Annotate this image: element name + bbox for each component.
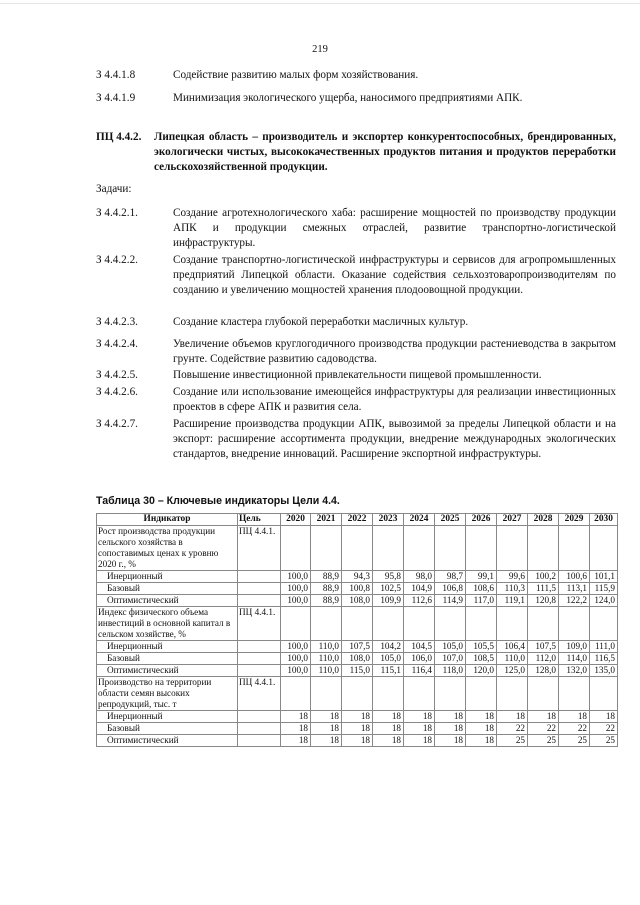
task-item (96, 337, 616, 367)
value-cell: 106,8 (435, 583, 466, 595)
value-cell: 110,3 (497, 583, 528, 595)
value-cell: 111,5 (528, 583, 559, 595)
empty-cell (311, 677, 342, 711)
value-cell: 110,0 (311, 653, 342, 665)
task-text: Создание транспортно-логистической инфраструктуры и сервисов для агропромышленных предприятий Липецкой области. Оказание содействия сельхозтоваропроизводителям по созданию и увеличению мощностей хранения плодоовощной продукции. (173, 254, 616, 296)
value-cell: 118,0 (435, 665, 466, 677)
col-header: Цель (238, 514, 281, 526)
value-cell: 18 (373, 711, 404, 723)
empty-cell (373, 607, 404, 641)
value-cell: 18 (281, 711, 311, 723)
value-cell: 107,5 (528, 641, 559, 653)
empty-cell (404, 526, 435, 571)
value-cell: 25 (590, 735, 618, 747)
value-cell: 18 (311, 735, 342, 747)
task-code: З 4.4.2.2. (96, 254, 138, 266)
indicator-name: Индекс физического объема инвестиций в основной капитал в сельском хозяйстве, % (97, 607, 238, 641)
value-cell: 100,2 (528, 571, 559, 583)
task-text: Повышение инвестиционной привлекательности пищевой промышленности. (173, 369, 542, 381)
empty-cell (238, 665, 281, 677)
value-cell: 18 (342, 723, 373, 735)
scenario-name: Базовый (97, 583, 238, 595)
empty-cell (559, 677, 590, 711)
task-item (96, 206, 616, 251)
scenario-name: Оптимистический (97, 595, 238, 607)
empty-cell (497, 607, 528, 641)
value-cell: 18 (404, 735, 435, 747)
value-cell: 106,4 (497, 641, 528, 653)
value-cell: 25 (528, 735, 559, 747)
value-cell: 117,0 (466, 595, 497, 607)
empty-cell (590, 607, 618, 641)
scenario-name: Инерционный (97, 711, 238, 723)
empty-cell (404, 677, 435, 711)
table-row (97, 723, 618, 735)
task-text: Создание кластера глубокой переработки масличных культур. (173, 316, 469, 328)
table-row (97, 641, 618, 653)
value-cell: 108,6 (466, 583, 497, 595)
value-cell: 101,1 (590, 571, 618, 583)
empty-cell (281, 526, 311, 571)
value-cell: 22 (528, 723, 559, 735)
task-text: Минимизация экологического ущерба, наносимого предприятиями АПК. (173, 92, 523, 104)
empty-cell (559, 607, 590, 641)
value-cell: 100,0 (281, 665, 311, 677)
value-cell: 116,5 (590, 653, 618, 665)
empty-cell (281, 677, 311, 711)
value-cell: 107,0 (435, 653, 466, 665)
col-header: 2029 (559, 514, 590, 526)
task-code: З 4.4.2.6. (96, 386, 138, 398)
value-cell: 88,9 (311, 595, 342, 607)
value-cell: 100,0 (281, 641, 311, 653)
col-header: 2028 (528, 514, 559, 526)
indicator-header-row (97, 526, 618, 571)
value-cell: 100,0 (281, 571, 311, 583)
indicator-goal: ПЦ 4.4.1. (238, 677, 281, 711)
empty-cell (238, 571, 281, 583)
value-cell: 106,0 (404, 653, 435, 665)
value-cell: 112,0 (528, 653, 559, 665)
value-cell: 110,0 (497, 653, 528, 665)
table-header-row (97, 514, 618, 526)
task-text: Увеличение объемов круглогодичного производства продукции растениеводства в закрытом грунте. Содействие развитию садоводства. (173, 338, 616, 365)
indicators-table (96, 513, 618, 747)
value-cell: 114,9 (435, 595, 466, 607)
value-cell: 22 (497, 723, 528, 735)
value-cell: 18 (311, 723, 342, 735)
empty-cell (281, 607, 311, 641)
scenario-name: Оптимистический (97, 735, 238, 747)
scenario-name: Инерционный (97, 571, 238, 583)
empty-cell (435, 607, 466, 641)
col-header: 2030 (590, 514, 618, 526)
table-row (97, 571, 618, 583)
value-cell: 99,1 (466, 571, 497, 583)
value-cell: 25 (497, 735, 528, 747)
value-cell: 102,5 (373, 583, 404, 595)
value-cell: 120,8 (528, 595, 559, 607)
value-cell: 108,0 (342, 595, 373, 607)
priority-goal (96, 130, 616, 175)
priority-goal-text: Липецкая область – производитель и экспортер конкурентоспособных, брендированных, экологически чистых, высококачественных продуктов питания и продуктов переработки сельскохозяйственной продукции. (154, 131, 616, 173)
scenario-name: Инерционный (97, 641, 238, 653)
value-cell: 109,0 (559, 641, 590, 653)
empty-cell (238, 735, 281, 747)
indicator-header-row (97, 677, 618, 711)
task-code: З 4.4.1.9 (96, 92, 136, 104)
value-cell: 114,0 (559, 653, 590, 665)
value-cell: 135,0 (590, 665, 618, 677)
value-cell: 108,5 (466, 653, 497, 665)
value-cell: 107,5 (342, 641, 373, 653)
value-cell: 94,3 (342, 571, 373, 583)
value-cell: 18 (342, 735, 373, 747)
value-cell: 99,6 (497, 571, 528, 583)
task-code: З 4.4.2.4. (96, 338, 138, 350)
table-caption: Таблица 30 – Ключевые индикаторы Цели 4.4. (96, 495, 340, 507)
page-number: 219 (312, 44, 328, 55)
value-cell: 111,0 (590, 641, 618, 653)
scenario-name: Оптимистический (97, 665, 238, 677)
table-row (97, 653, 618, 665)
value-cell: 88,9 (311, 583, 342, 595)
value-cell: 104,5 (404, 641, 435, 653)
empty-cell (466, 677, 497, 711)
task-item (96, 385, 616, 415)
col-header: 2024 (404, 514, 435, 526)
value-cell: 108,0 (342, 653, 373, 665)
task-text: Расширение производства продукции АПК, вывозимой за пределы Липецкой области и на экспорт: расширение ассортимента продукции, внедрение международных экологических стандартов, внедрение инноваций. Расширение экспортной инфраструктуры. (173, 418, 616, 460)
scenario-name: Базовый (97, 723, 238, 735)
value-cell: 109,9 (373, 595, 404, 607)
empty-cell (311, 526, 342, 571)
col-header: 2022 (342, 514, 373, 526)
value-cell: 18 (373, 735, 404, 747)
empty-cell (497, 677, 528, 711)
task-text: Создание или использование имеющейся инфраструктуры для реализации инвестиционных проектов в сфере АПК и развития села. (173, 386, 616, 413)
task-code: З 4.4.2.7. (96, 418, 138, 430)
table-row (97, 735, 618, 747)
value-cell: 110,0 (311, 641, 342, 653)
value-cell: 104,9 (404, 583, 435, 595)
table-row (97, 665, 618, 677)
value-cell: 122,2 (559, 595, 590, 607)
value-cell: 104,2 (373, 641, 404, 653)
value-cell: 113,1 (559, 583, 590, 595)
task-item (96, 315, 616, 330)
value-cell: 98,7 (435, 571, 466, 583)
value-cell: 25 (559, 735, 590, 747)
value-cell: 88,9 (311, 571, 342, 583)
value-cell: 119,1 (497, 595, 528, 607)
indicator-name: Рост производства продукции сельского хозяйства в сопоставимых ценах к уровню 2020 г., % (97, 526, 238, 571)
col-header: 2023 (373, 514, 404, 526)
value-cell: 18 (466, 723, 497, 735)
empty-cell (435, 526, 466, 571)
value-cell: 98,0 (404, 571, 435, 583)
value-cell: 105,5 (466, 641, 497, 653)
top-border-line (0, 3, 640, 4)
indicator-name: Производство на территории области семян высоких репродукций, тыс. т (97, 677, 238, 711)
value-cell: 125,0 (497, 665, 528, 677)
value-cell: 18 (435, 711, 466, 723)
value-cell: 115,0 (342, 665, 373, 677)
col-header: 2026 (466, 514, 497, 526)
task-item (96, 253, 616, 298)
empty-cell (311, 607, 342, 641)
value-cell: 22 (559, 723, 590, 735)
task-text: Содействие развитию малых форм хозяйствования. (173, 69, 419, 81)
value-cell: 18 (590, 711, 618, 723)
value-cell: 18 (559, 711, 590, 723)
task-code: З 4.4.1.8 (96, 69, 136, 81)
value-cell: 18 (342, 711, 373, 723)
value-cell: 105,0 (373, 653, 404, 665)
col-header: 2020 (281, 514, 311, 526)
value-cell: 100,8 (342, 583, 373, 595)
task-item (96, 368, 616, 383)
value-cell: 18 (404, 723, 435, 735)
indicator-goal: ПЦ 4.4.1. (238, 526, 281, 571)
task-item (96, 417, 616, 462)
value-cell: 18 (528, 711, 559, 723)
empty-cell (238, 583, 281, 595)
value-cell: 110,0 (311, 665, 342, 677)
empty-cell (590, 526, 618, 571)
value-cell: 18 (281, 723, 311, 735)
value-cell: 132,0 (559, 665, 590, 677)
col-header: 2027 (497, 514, 528, 526)
table-row (97, 583, 618, 595)
task-text: Создание агротехнологического хаба: расширение мощностей по производству продукции АПК и продукции смежных отраслей, развитие транспортно-логистической инфраструктуры. (173, 207, 616, 249)
empty-cell (238, 653, 281, 665)
value-cell: 18 (435, 735, 466, 747)
value-cell: 105,0 (435, 641, 466, 653)
value-cell: 128,0 (528, 665, 559, 677)
value-cell: 18 (373, 723, 404, 735)
col-header: 2025 (435, 514, 466, 526)
empty-cell (373, 526, 404, 571)
value-cell: 18 (466, 735, 497, 747)
empty-cell (404, 607, 435, 641)
scenario-name: Базовый (97, 653, 238, 665)
table-row (97, 595, 618, 607)
value-cell: 116,4 (404, 665, 435, 677)
value-cell: 18 (404, 711, 435, 723)
task-code: З 4.4.2.3. (96, 316, 138, 328)
empty-cell (238, 723, 281, 735)
value-cell: 18 (497, 711, 528, 723)
col-header: Индикатор (97, 514, 238, 526)
indicator-header-row (97, 607, 618, 641)
value-cell: 18 (466, 711, 497, 723)
task-code: З 4.4.2.1. (96, 207, 138, 219)
value-cell: 112,6 (404, 595, 435, 607)
empty-cell (342, 526, 373, 571)
empty-cell (590, 677, 618, 711)
empty-cell (342, 677, 373, 711)
empty-cell (342, 607, 373, 641)
indicator-goal: ПЦ 4.4.1. (238, 607, 281, 641)
empty-cell (528, 677, 559, 711)
value-cell: 100,0 (281, 595, 311, 607)
task-code: З 4.4.2.5. (96, 369, 138, 381)
empty-cell (238, 711, 281, 723)
value-cell: 100,0 (281, 583, 311, 595)
tasks-label: Задачи: (96, 183, 132, 195)
empty-cell (435, 677, 466, 711)
value-cell: 100,0 (281, 653, 311, 665)
value-cell: 100,6 (559, 571, 590, 583)
empty-cell (238, 595, 281, 607)
empty-cell (528, 607, 559, 641)
task-item (96, 91, 616, 106)
empty-cell (238, 641, 281, 653)
value-cell: 120,0 (466, 665, 497, 677)
priority-goal-code: ПЦ 4.4.2. (96, 131, 142, 143)
value-cell: 124,0 (590, 595, 618, 607)
empty-cell (497, 526, 528, 571)
empty-cell (559, 526, 590, 571)
value-cell: 18 (435, 723, 466, 735)
value-cell: 22 (590, 723, 618, 735)
value-cell: 18 (311, 711, 342, 723)
value-cell: 95,8 (373, 571, 404, 583)
value-cell: 115,9 (590, 583, 618, 595)
empty-cell (373, 677, 404, 711)
empty-cell (466, 607, 497, 641)
task-item (96, 68, 616, 83)
value-cell: 115,1 (373, 665, 404, 677)
empty-cell (466, 526, 497, 571)
table-row (97, 711, 618, 723)
empty-cell (528, 526, 559, 571)
value-cell: 18 (281, 735, 311, 747)
col-header: 2021 (311, 514, 342, 526)
